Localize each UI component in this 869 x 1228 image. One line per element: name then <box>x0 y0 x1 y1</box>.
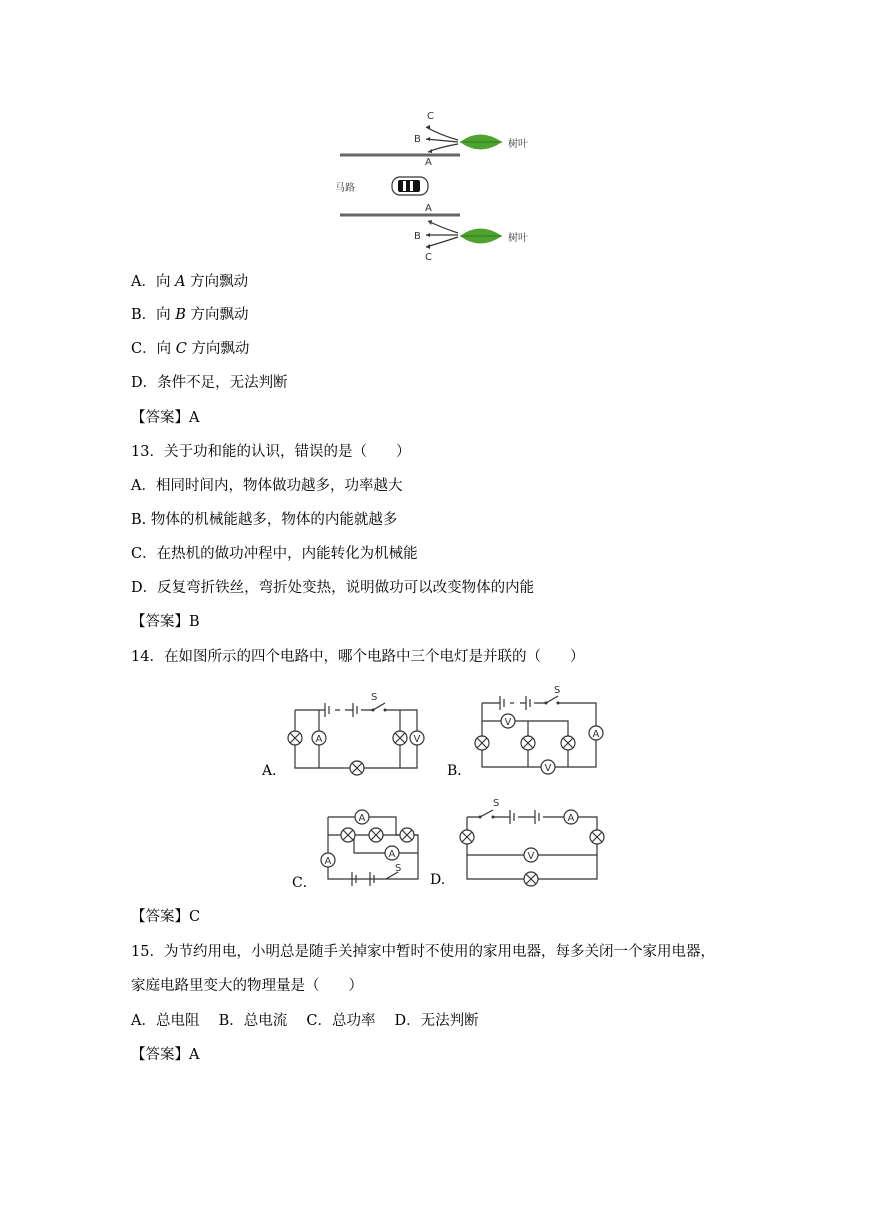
q13-option-d: D．反复弯折铁丝，弯折处变热，说明做功可以改变物体的内能 <box>131 580 535 596</box>
svg-text:A: A <box>592 729 600 740</box>
svg-text:V: V <box>413 734 421 745</box>
svg-text:V: V <box>504 717 512 728</box>
label-b-bottom: B <box>414 231 421 242</box>
circuit-a <box>285 690 430 775</box>
circuit-c-label: C． <box>292 875 317 891</box>
circuit-b <box>472 683 607 773</box>
q15-stem-line1: 15．为节约用电，小明总是随手关掉家中暂时不使用的家用电器，每多关闭一个家用电器， <box>131 944 715 960</box>
leaf-label-bottom: 树叶 <box>508 233 528 244</box>
svg-text:V: V <box>527 851 535 862</box>
arrows-bottom <box>426 220 458 249</box>
circuit-c <box>308 805 438 885</box>
svg-text:S: S <box>554 685 561 696</box>
q15-answer: 【答案】A <box>131 1047 200 1063</box>
q13-option-b: B. 物体的机械能越多，物体的内能就越多 <box>131 512 398 528</box>
label-c-bottom: C <box>425 252 432 263</box>
circuit-a-label: A． <box>262 763 287 779</box>
svg-text:A: A <box>358 813 366 824</box>
svg-text:A: A <box>388 849 396 860</box>
label-a-top: A <box>425 157 432 168</box>
q13-stem: 13．关于功和能的认识，错误的是（ ） <box>131 444 411 460</box>
label-b-top: B <box>414 134 421 145</box>
svg-text:A: A <box>324 856 332 867</box>
svg-text:S: S <box>371 692 378 703</box>
road-leaf-figure <box>330 105 550 265</box>
q12-option-b: B．向 B 方向飘动 <box>131 307 249 323</box>
arrows-top <box>426 125 458 153</box>
road-label: 马路 <box>335 183 355 194</box>
svg-text:A: A <box>315 734 323 745</box>
q15-options: A．总电阻 B．总电流 C．总功率 D．无法判断 <box>131 1013 479 1029</box>
q12-option-c: C．向 C 方向飘动 <box>131 341 250 357</box>
label-a-bottom: A <box>425 203 432 214</box>
svg-text:A: A <box>567 813 575 824</box>
q14-stem: 14．在如图所示的四个电路中，哪个电路中三个电灯是并联的（ ） <box>131 649 585 665</box>
svg-text:S: S <box>493 798 500 809</box>
q13-option-c: C．在热机的做功冲程中，内能转化为机械能 <box>131 546 418 562</box>
q15-stem-line2: 家庭电路里变大的物理量是（ ） <box>131 978 363 994</box>
leaf-label-top: 树叶 <box>508 139 528 150</box>
q12-option-d: D．条件不足，无法判断 <box>131 375 288 391</box>
svg-text:V: V <box>544 763 552 774</box>
circuit-d <box>455 795 610 890</box>
q12-answer: 【答案】A <box>131 410 200 426</box>
circuit-b-label: B． <box>447 763 472 779</box>
q13-option-a: A．相同时间内，物体做功越多，功率越大 <box>131 478 403 494</box>
q13-answer: 【答案】B <box>131 614 200 630</box>
svg-text:S: S <box>395 863 402 874</box>
car-icon <box>392 177 428 195</box>
q12-option-a: A．向 A 方向飘动 <box>131 274 249 290</box>
leaf-icon-top <box>460 135 502 150</box>
q14-answer: 【答案】C <box>131 909 201 925</box>
label-c-top: C <box>427 111 434 122</box>
circuit-d-label: D. <box>430 872 446 888</box>
leaf-icon-bottom <box>460 229 502 244</box>
